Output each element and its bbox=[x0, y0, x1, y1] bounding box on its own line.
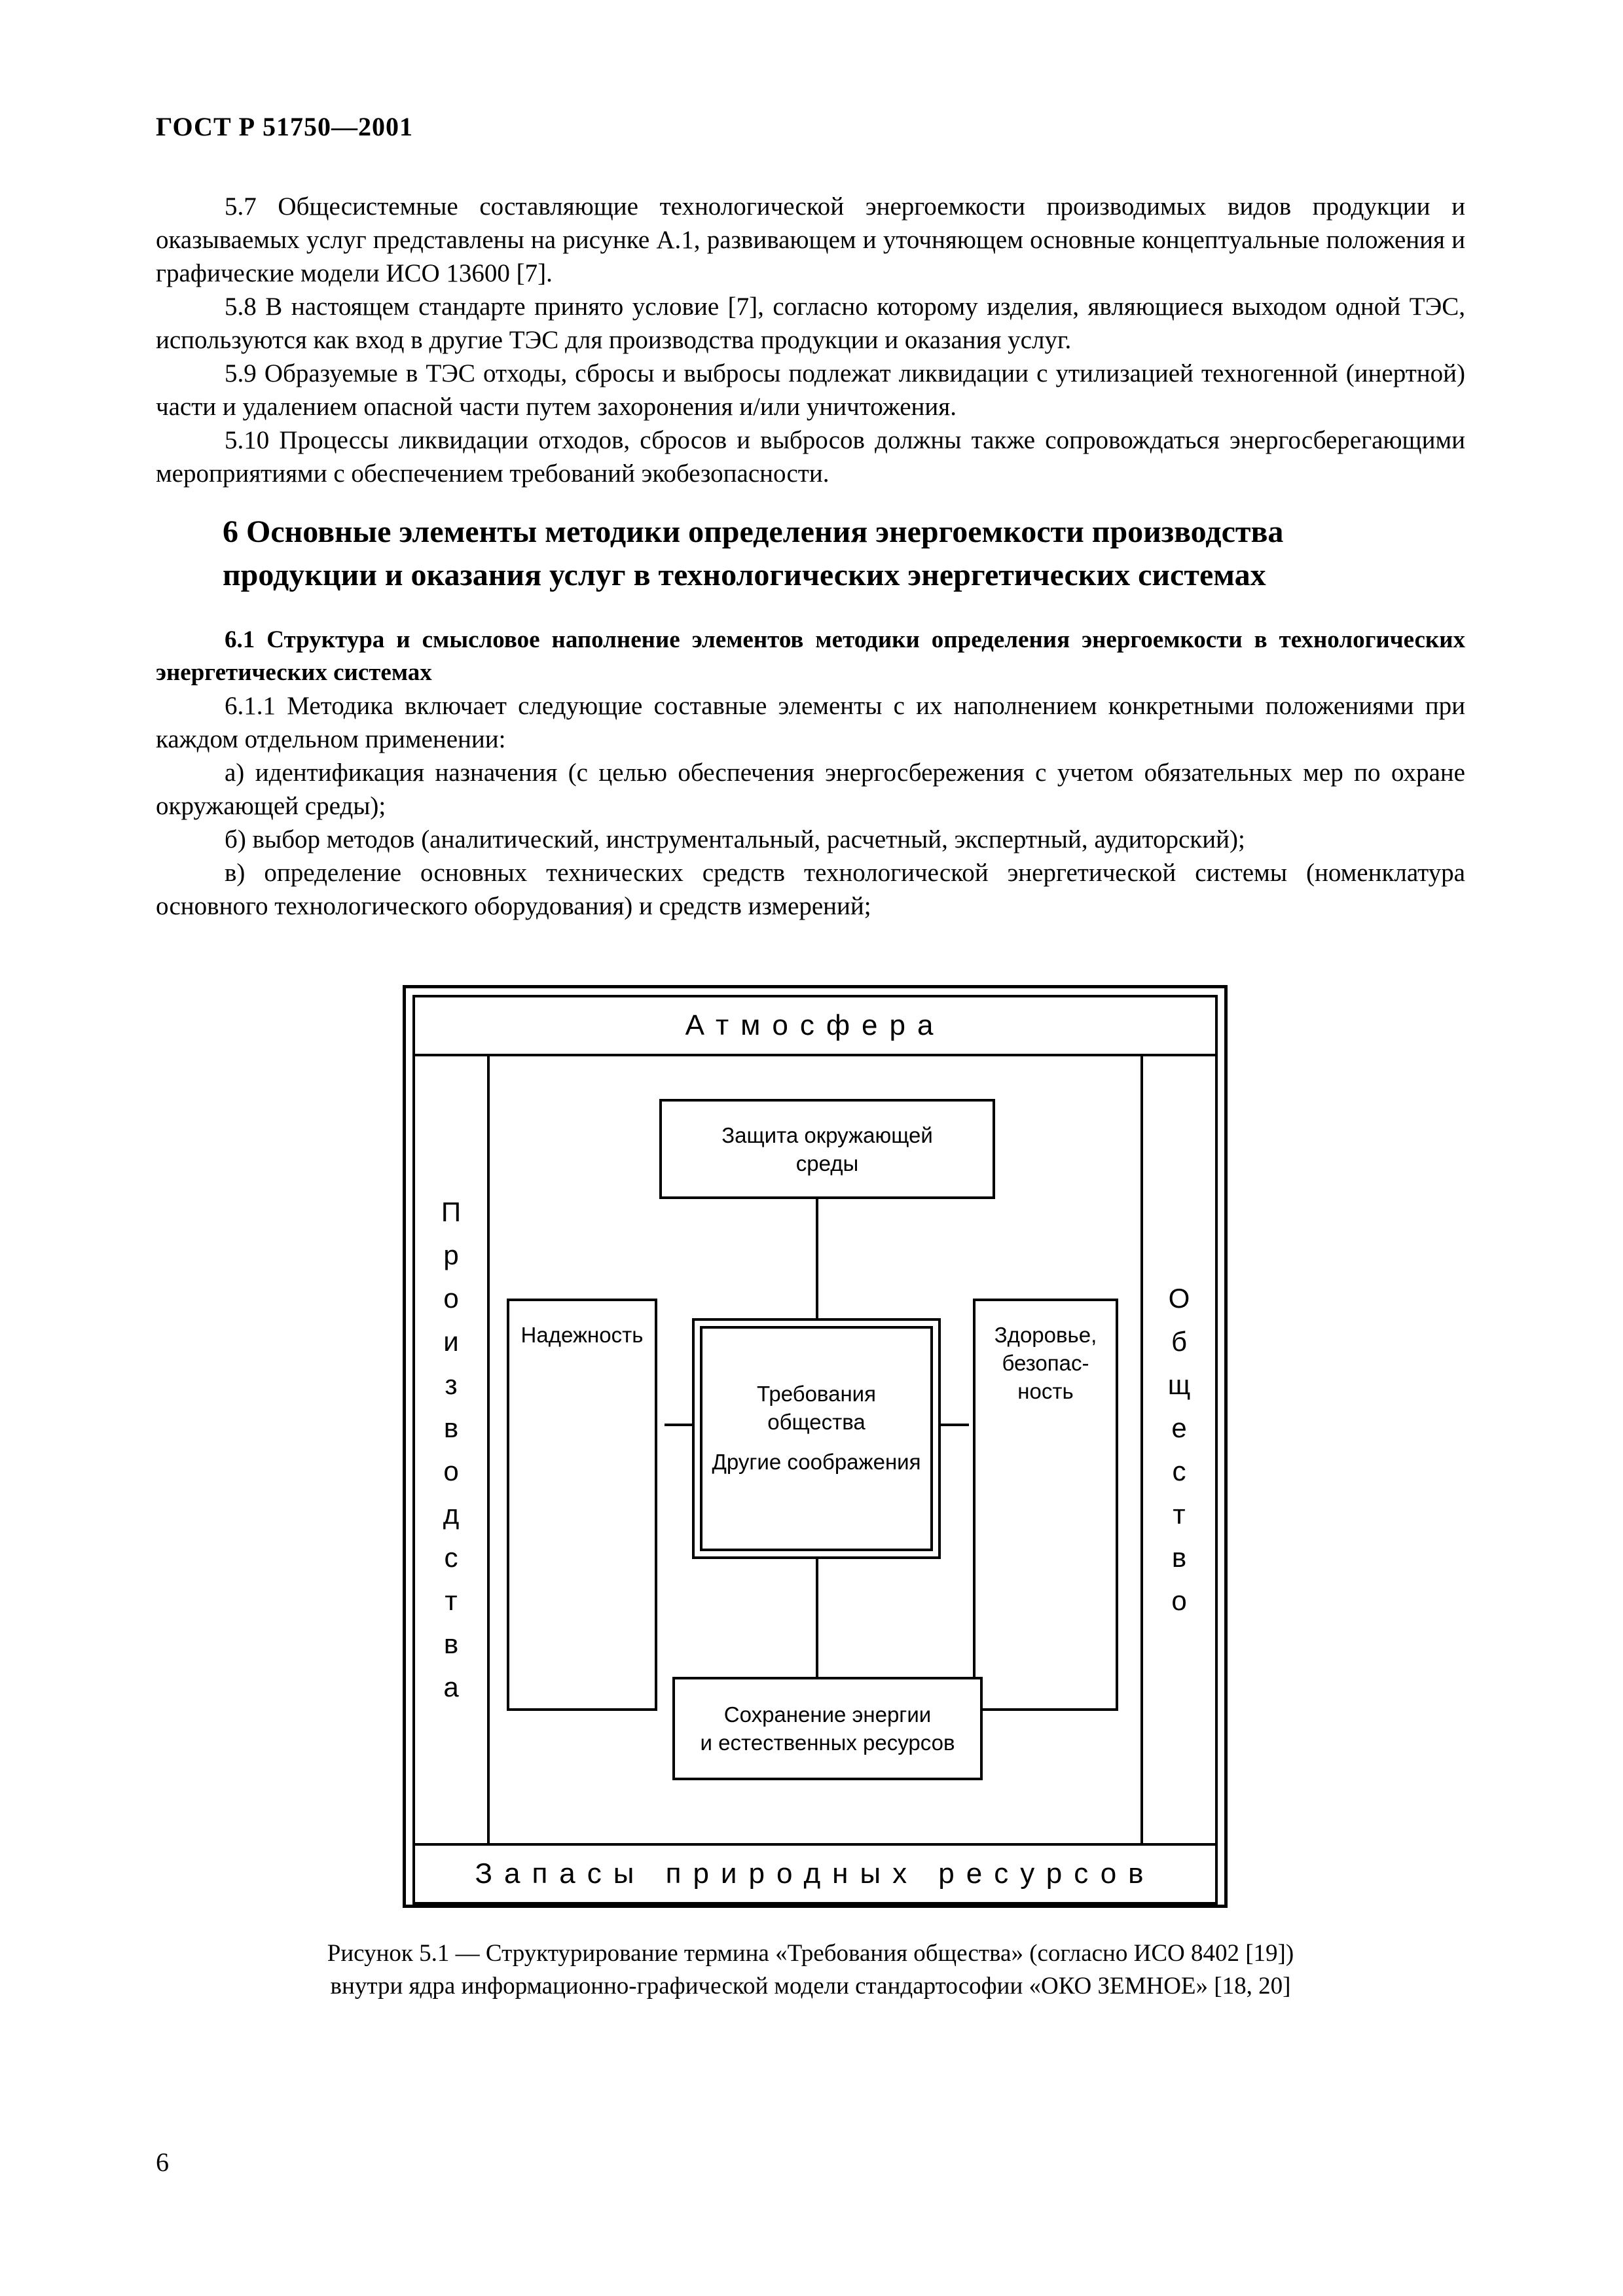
section-title-line1: 6 Основные элементы методики определения энергоемкости производства bbox=[223, 514, 1284, 549]
connector-center-right bbox=[941, 1424, 969, 1426]
box-energy-conservation bbox=[672, 1677, 983, 1780]
subsection-title: 6.1 Структура и смысловое наполнение элементов методики определения энергоемкости в технологических энергетических системах bbox=[156, 626, 1465, 686]
figure-caption bbox=[156, 1937, 1465, 2003]
box-society-requirements bbox=[700, 1326, 933, 1551]
column-letter: и bbox=[443, 1326, 459, 1357]
column-letter: т bbox=[445, 1585, 458, 1616]
connector-center-bottom bbox=[816, 1559, 818, 1677]
column-letter: з bbox=[445, 1369, 458, 1400]
paragraph-6-1-1: 6.1.1 Методика включает следующие составные элементы с их наполнением конкретными положениями при каждом отдельном применении: bbox=[156, 692, 1465, 753]
paragraph-5-8: 5.8 В настоящем стандарте принято условие [7], согласно которому изделия, являющиеся выходом одной ТЭС, используются как вход в другие ТЭС для производства продукции и оказания услуг. bbox=[156, 293, 1465, 354]
column-production bbox=[415, 1056, 490, 1843]
box-line: Надежность bbox=[520, 1323, 644, 1347]
box-society-requirements-outer bbox=[692, 1318, 941, 1559]
paragraph-5-9: 5.9 Образуемые в ТЭС отходы, сбросы и выбросы подлежат ликвидации с утилизацией техногенной (инертной) части и удалением опасной части путем захоронения и/или уничтожения. bbox=[156, 359, 1465, 421]
box-environment-protection bbox=[659, 1099, 995, 1199]
section-title-line2: продукции и оказания услуг в технологических энергетических системах bbox=[223, 558, 1266, 592]
connector-left-center bbox=[665, 1424, 692, 1426]
box-line: Здоровье, bbox=[994, 1323, 1097, 1347]
column-letter: в bbox=[1171, 1542, 1187, 1573]
column-letter: а bbox=[443, 1672, 459, 1702]
column-letter: е bbox=[1171, 1412, 1187, 1443]
band-atmosphere: Атмосфера bbox=[415, 997, 1215, 1056]
column-letter: д bbox=[443, 1499, 460, 1530]
figure-inner-frame bbox=[412, 995, 1218, 1905]
figure-outer-frame bbox=[403, 985, 1228, 1908]
list-item-b: б) выбор методов (аналитический, инструментальный, расчетный, экспертный, аудиторский); bbox=[225, 825, 1245, 853]
column-letter: б bbox=[1171, 1326, 1188, 1357]
column-letter: в bbox=[443, 1628, 459, 1659]
box-line: Другие соображения bbox=[712, 1450, 921, 1474]
box-line: среды bbox=[795, 1151, 859, 1175]
column-letter: щ bbox=[1167, 1369, 1191, 1400]
column-letter: в bbox=[443, 1412, 459, 1443]
box-line: безопас- bbox=[1002, 1351, 1089, 1375]
box-line: и естественных ресурсов bbox=[700, 1731, 955, 1755]
box-line: ность bbox=[1017, 1379, 1074, 1403]
box-line: Требования bbox=[757, 1382, 876, 1406]
column-society bbox=[1140, 1056, 1215, 1843]
box-health-safety bbox=[973, 1299, 1118, 1711]
text-block-top bbox=[156, 190, 1465, 490]
column-letter: о bbox=[443, 1283, 459, 1314]
paragraph-5-10: 5.10 Процессы ликвидации отходов, сбросов и выбросов должны также сопровождаться энергосберегающими мероприятиями с обеспечением требований экобезопасности. bbox=[156, 426, 1465, 488]
column-letter: с bbox=[444, 1542, 458, 1573]
column-letter: о bbox=[443, 1456, 459, 1486]
document-header-code: ГОСТ Р 51750—2001 bbox=[156, 112, 414, 141]
page-number: 6 bbox=[156, 2147, 169, 2177]
column-letter: т bbox=[1173, 1499, 1186, 1530]
figure-diagram bbox=[403, 985, 1228, 1908]
column-letter: О bbox=[1168, 1283, 1190, 1314]
caption-line2: внутри ядра информационно-графической модели стандартософии «ОКО ЗЕМНОЕ» [18, 20] bbox=[330, 1973, 1291, 2000]
column-letter: о bbox=[1171, 1585, 1187, 1616]
box-line: общества bbox=[767, 1410, 866, 1434]
list-item-v: в) определение основных технических средств технологической энергетической системы (номенклатура основного технологического оборудования) и средств измерений; bbox=[156, 859, 1465, 920]
box-reliability bbox=[507, 1299, 657, 1711]
paragraph-5-7: 5.7 Общесистемные составляющие технологической энергоемкости производимых видов продукции и оказываемых услуг представлены на рисунке А.1, развивающем и уточняющем основные концептуальные положения и графические модели ИСО 13600 [7]. bbox=[156, 192, 1465, 287]
text-block-bottom bbox=[156, 689, 1465, 923]
band-natural-resources: Запасы природных ресурсов bbox=[415, 1843, 1215, 1902]
column-letter: с bbox=[1172, 1456, 1186, 1486]
caption-line1: Рисунок 5.1 — Структурирование термина «Требования общества» (согласно ИСО 8402 [19]) bbox=[327, 1940, 1294, 1967]
box-line: Защита окружающей bbox=[721, 1122, 933, 1147]
column-letter: П bbox=[441, 1196, 462, 1227]
connector-top-center bbox=[816, 1196, 818, 1320]
list-item-a: а) идентификация назначения (с целью обеспечения энергосбережения с учетом обязательных мер по охране окружающей среды); bbox=[156, 759, 1465, 820]
column-letter: р bbox=[443, 1240, 459, 1270]
section-title bbox=[223, 511, 1467, 597]
box-line: Сохранение энергии bbox=[723, 1702, 932, 1727]
